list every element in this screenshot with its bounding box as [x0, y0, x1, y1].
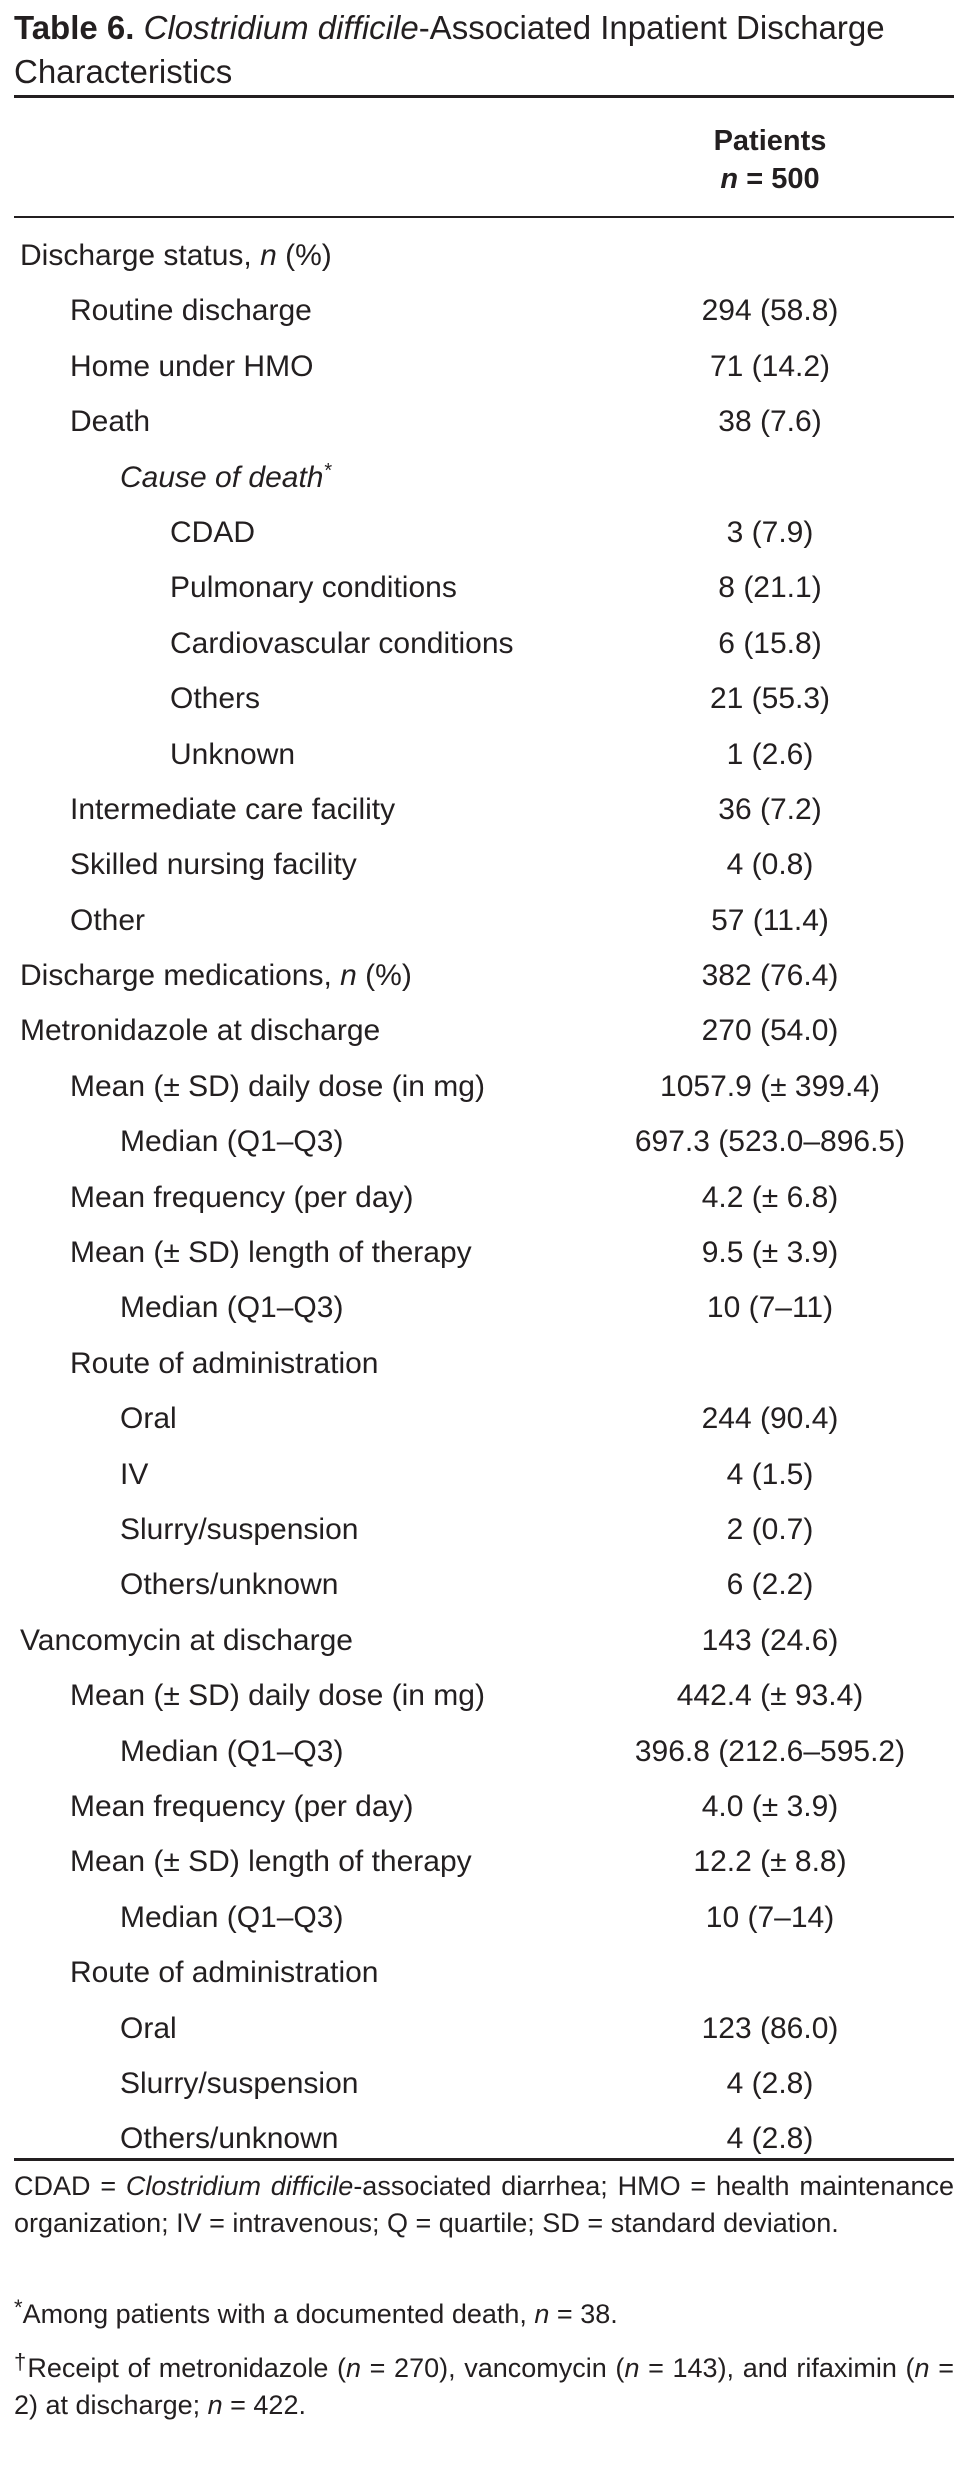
row-value: 143 (24.6): [701, 1623, 839, 1657]
table-row: [0, 1225, 968, 1280]
row-value: 442.4 (± 93.4): [676, 1679, 864, 1713]
bottom-rule: [14, 2158, 954, 2161]
row-label: Metronidazole at discharge: [20, 1014, 381, 1048]
row-label: Home under HMO: [70, 349, 314, 383]
footnote-dagger-n4: n: [207, 2390, 223, 2420]
row-label: Discharge medications, n (%): [20, 959, 412, 993]
footnote-dagger-n1: n: [345, 2353, 361, 2383]
row-label: Slurry/suspension: [120, 1512, 359, 1546]
table-row: [0, 1890, 968, 1945]
row-label: Others: [170, 682, 261, 716]
row-label: Slurry/suspension: [120, 2066, 359, 2100]
row-label: IV: [120, 1457, 149, 1491]
table-row: [0, 1114, 968, 1169]
table-row: [0, 2001, 968, 2056]
footnote-abbrev-part1: CDAD =: [14, 2171, 126, 2201]
footnote-abbrev-part2: -associated diarrhea; HMO = health maintenance organization; IV = intravenous; Q = quartile; SD = standard deviation.: [14, 2171, 954, 2238]
row-label: Discharge status, n (%): [20, 239, 332, 272]
table-row: [0, 1668, 968, 1723]
row-value: 4 (0.8): [726, 848, 814, 882]
row-label: Others/unknown: [120, 1568, 339, 1602]
column-header-line2: [620, 160, 920, 198]
title-rest: -Associated Inpatient Discharge Characteristics: [14, 9, 885, 90]
footnote-dagger-part3: = 143), and rifaximin (: [639, 2353, 915, 2383]
table-row: [0, 782, 968, 837]
column-header-count: = 500: [738, 163, 820, 195]
row-label: Cardiovascular conditions: [170, 626, 514, 660]
row-label: Mean frequency (per day): [70, 1180, 414, 1214]
row-value: 2 (0.7): [726, 1512, 814, 1546]
row-value: 10 (7–14): [705, 1900, 835, 1934]
table-row: [0, 2056, 968, 2111]
footnote-dagger: [14, 2350, 954, 2424]
table-row: [0, 616, 968, 671]
footnote-dagger-symbol: †: [14, 2349, 28, 2374]
table-row: [0, 1391, 968, 1446]
row-value: 294 (58.8): [701, 294, 839, 328]
footnote-star-n: n: [534, 2299, 550, 2329]
table-row: [0, 228, 968, 283]
row-label: Route of administration: [70, 1956, 379, 1990]
row-label: Death: [70, 405, 151, 439]
row-label: Median (Q1–Q3): [120, 1734, 344, 1768]
row-value: 38 (7.6): [718, 405, 822, 439]
row-value: 4.2 (± 6.8): [701, 1180, 839, 1214]
row-value: 697.3 (523.0–896.5): [634, 1125, 906, 1159]
row-label: Mean (± SD) daily dose (in mg): [70, 1679, 485, 1713]
title-organism: Clostridium difficile: [143, 9, 419, 46]
table-row: [0, 727, 968, 782]
row-label: Unknown: [170, 737, 296, 771]
row-label: Vancomycin at discharge: [20, 1623, 353, 1657]
table-row: [0, 1447, 968, 1502]
footnote-dagger-part4: = 2) at discharge;: [14, 2353, 954, 2420]
row-value: 21 (55.3): [709, 682, 831, 716]
footnote-dagger-part5: = 422.: [222, 2390, 306, 2420]
column-header-patients: [620, 122, 920, 198]
row-label: Mean (± SD) length of therapy: [70, 1845, 472, 1879]
row-label: Oral: [120, 2011, 177, 2045]
row-value: 6 (15.8): [718, 626, 822, 660]
row-label: CDAD: [170, 515, 256, 549]
top-rule: [14, 95, 954, 98]
table-row: [0, 1170, 968, 1225]
table-row: [0, 560, 968, 615]
table-row: [0, 450, 968, 505]
row-label: Median (Q1–Q3): [120, 1291, 344, 1325]
row-label: Routine discharge: [70, 294, 312, 328]
footnote-star: [14, 2296, 954, 2333]
row-label: Intermediate care facility: [70, 792, 396, 826]
table-row: [0, 1834, 968, 1889]
row-label: Mean (± SD) daily dose (in mg): [70, 1069, 485, 1103]
row-value: 123 (86.0): [701, 2011, 839, 2045]
table-row: [0, 1280, 968, 1335]
row-value: 57 (11.4): [711, 903, 829, 937]
row-label: Oral: [120, 1402, 177, 1436]
footnote-star-symbol: *: [14, 2295, 23, 2320]
column-header-n: n: [720, 163, 739, 195]
footnote-abbrev-organism: Clostridium difficile: [125, 2171, 354, 2201]
row-label: Route of administration: [70, 1346, 379, 1380]
footnote-abbreviations: [14, 2168, 954, 2242]
table-row: [0, 1613, 968, 1668]
footnote-dagger-part2: = 270), vancomycin (: [361, 2353, 625, 2383]
row-value: 270 (54.0): [701, 1014, 839, 1048]
table-row: [0, 1003, 968, 1058]
row-label: Median (Q1–Q3): [120, 1125, 344, 1159]
footnote-dagger-n3: n: [914, 2353, 930, 2383]
table-row: [0, 1724, 968, 1779]
header-rule: [14, 216, 954, 218]
row-label: Cause of death*: [120, 459, 332, 494]
table-row: [0, 1059, 968, 1114]
table-title: [14, 6, 954, 94]
column-header-line1: Patients: [713, 125, 827, 157]
table-row: [0, 505, 968, 560]
row-label: Other: [70, 903, 146, 937]
row-value: 3 (7.9): [726, 515, 814, 549]
row-value: 12.2 (± 8.8): [693, 1845, 847, 1879]
row-label: Skilled nursing facility: [70, 848, 357, 882]
table-row: [0, 671, 968, 726]
table-row: [0, 283, 968, 338]
table-row: [0, 1502, 968, 1557]
table-row: [0, 339, 968, 394]
row-value: 1 (2.6): [726, 737, 814, 771]
row-value: 4 (1.5): [726, 1457, 814, 1491]
table-body: [0, 228, 968, 2167]
table-row: [0, 893, 968, 948]
footnote-dagger-part1: Receipt of metronidazole (: [27, 2353, 346, 2383]
row-value: 6 (2.2): [726, 1568, 814, 1602]
row-label: Others/unknown: [120, 2122, 339, 2156]
table-row: [0, 1336, 968, 1391]
row-label: Median (Q1–Q3): [120, 1900, 344, 1934]
table-row: [0, 394, 968, 449]
footnote-star-text: Among patients with a documented death,: [22, 2299, 535, 2329]
row-value: 9.5 (± 3.9): [701, 1236, 839, 1270]
row-value: 1057.9 (± 399.4): [660, 1069, 880, 1103]
table-row: [0, 1945, 968, 2000]
row-label: Mean frequency (per day): [70, 1789, 414, 1823]
row-value: 10 (7–11): [706, 1291, 834, 1325]
row-value: 4 (2.8): [726, 2122, 814, 2156]
table-number: Table 6.: [14, 9, 135, 46]
row-label: Mean (± SD) length of therapy: [70, 1236, 472, 1270]
table-row: [0, 1779, 968, 1834]
row-value: 382 (76.4): [701, 959, 839, 993]
footnote-star-count: = 38.: [549, 2299, 618, 2329]
row-value: 396.8 (212.6–595.2): [634, 1734, 906, 1768]
table-row: [0, 837, 968, 892]
table-row: [0, 1557, 968, 1612]
row-value: 4.0 (± 3.9): [701, 1789, 839, 1823]
footnote-dagger-n2: n: [624, 2353, 640, 2383]
row-value: 4 (2.8): [726, 2066, 814, 2100]
row-value: 8 (21.1): [718, 571, 822, 605]
row-value: 71 (14.2): [709, 349, 831, 383]
row-value: 244 (90.4): [701, 1402, 839, 1436]
table-row: [0, 948, 968, 1003]
row-value: 36 (7.2): [718, 792, 822, 826]
row-label: Pulmonary conditions: [170, 571, 457, 605]
